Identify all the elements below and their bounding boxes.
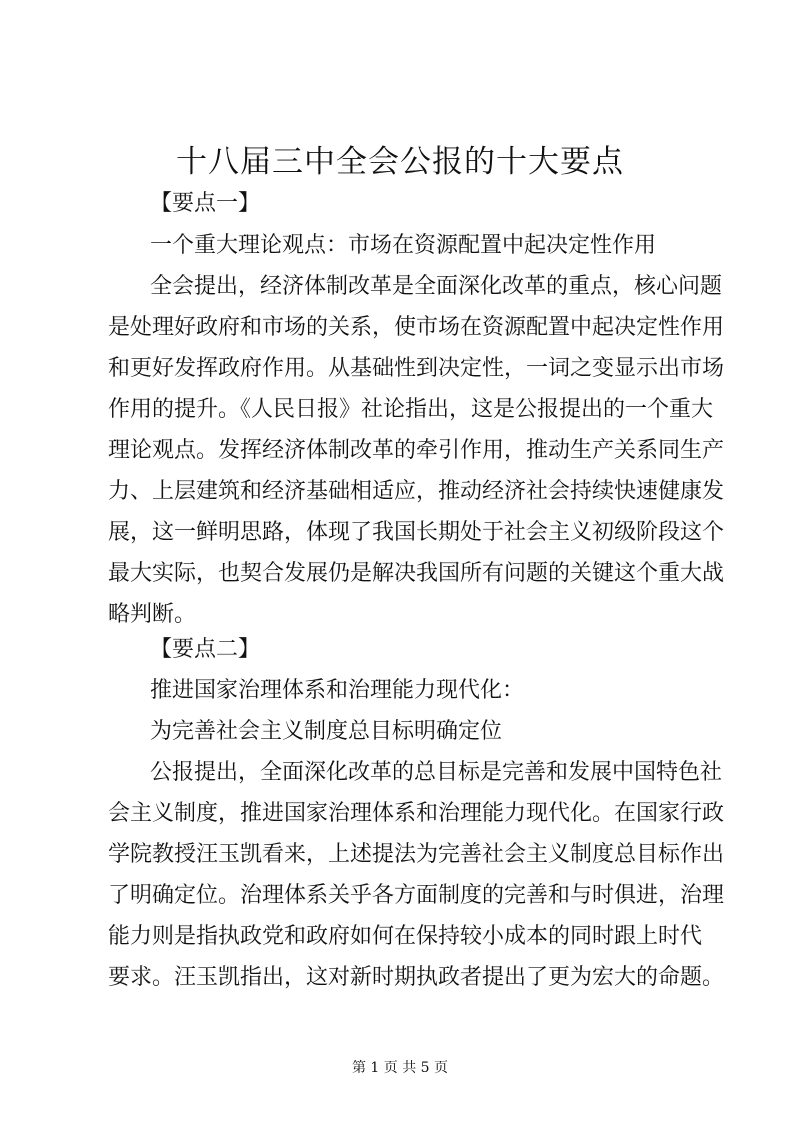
point2-subheading-line1: 推进国家治理体系和治理能力现代化： [150,678,525,703]
point2-heading: 【要点二】 [150,637,261,662]
point1-heading: 【要点一】 [150,191,261,216]
document-title: 十八届三中全会公报的十大要点 [176,144,624,180]
page-footer: 第 1 页 共 5 页 [351,1060,449,1076]
point1-paragraph-line: 最大实际，也契合发展仍是解决我国所有问题的关键这个重大战 [108,561,725,586]
point1-paragraph-line: 略判断。 [108,602,197,627]
point1-paragraph-line: 是处理好政府和市场的关系，使市场在资源配置中起决定性作用 [108,315,725,340]
point1-paragraph-line: 全会提出，经济体制改革是全面深化改革的重点，核心问题 [150,274,723,299]
point2-paragraph-line: 要求。汪玉凯指出，这对新时期执政者提出了更为宏大的命题。 [108,965,725,990]
point1-paragraph-line: 展，这一鲜明思路，体现了我国长期处于社会主义初级阶段这个 [108,520,725,545]
point2-paragraph-line: 学院教授汪玉凯看来，上述提法为完善社会主义制度总目标作出 [108,842,725,867]
point1-paragraph-line: 理论观点。发挥经济体制改革的牵引作用，推动生产关系同生产 [108,438,725,463]
point1-paragraph-line: 作用的提升。《人民日报》社论指出，这是公报提出的一个重大 [108,397,714,422]
point1-paragraph-line: 力、上层建筑和经济基础相适应，推动经济社会持续快速健康发 [108,479,725,504]
point2-subheading-line2: 为完善社会主义制度总目标明确定位 [150,719,503,744]
point2-paragraph-line: 能力则是指执政党和政府如何在保持较小成本的同时跟上时代 [108,924,703,949]
point1-paragraph-line: 和更好发挥政府作用。从基础性到决定性，一词之变显示出市场 [108,356,725,381]
point2-paragraph-line: 公报提出，全面深化改革的总目标是完善和发展中国特色社 [150,760,723,785]
point1-subheading: 一个重大理论观点：市场在资源配置中起决定性作用 [150,233,657,258]
point2-paragraph-line: 会主义制度，推进国家治理体系和治理能力现代化。在国家行政 [108,801,725,826]
point2-paragraph-line: 了明确定位。治理体系关乎各方面制度的完善和与时俱进，治理 [108,883,725,908]
